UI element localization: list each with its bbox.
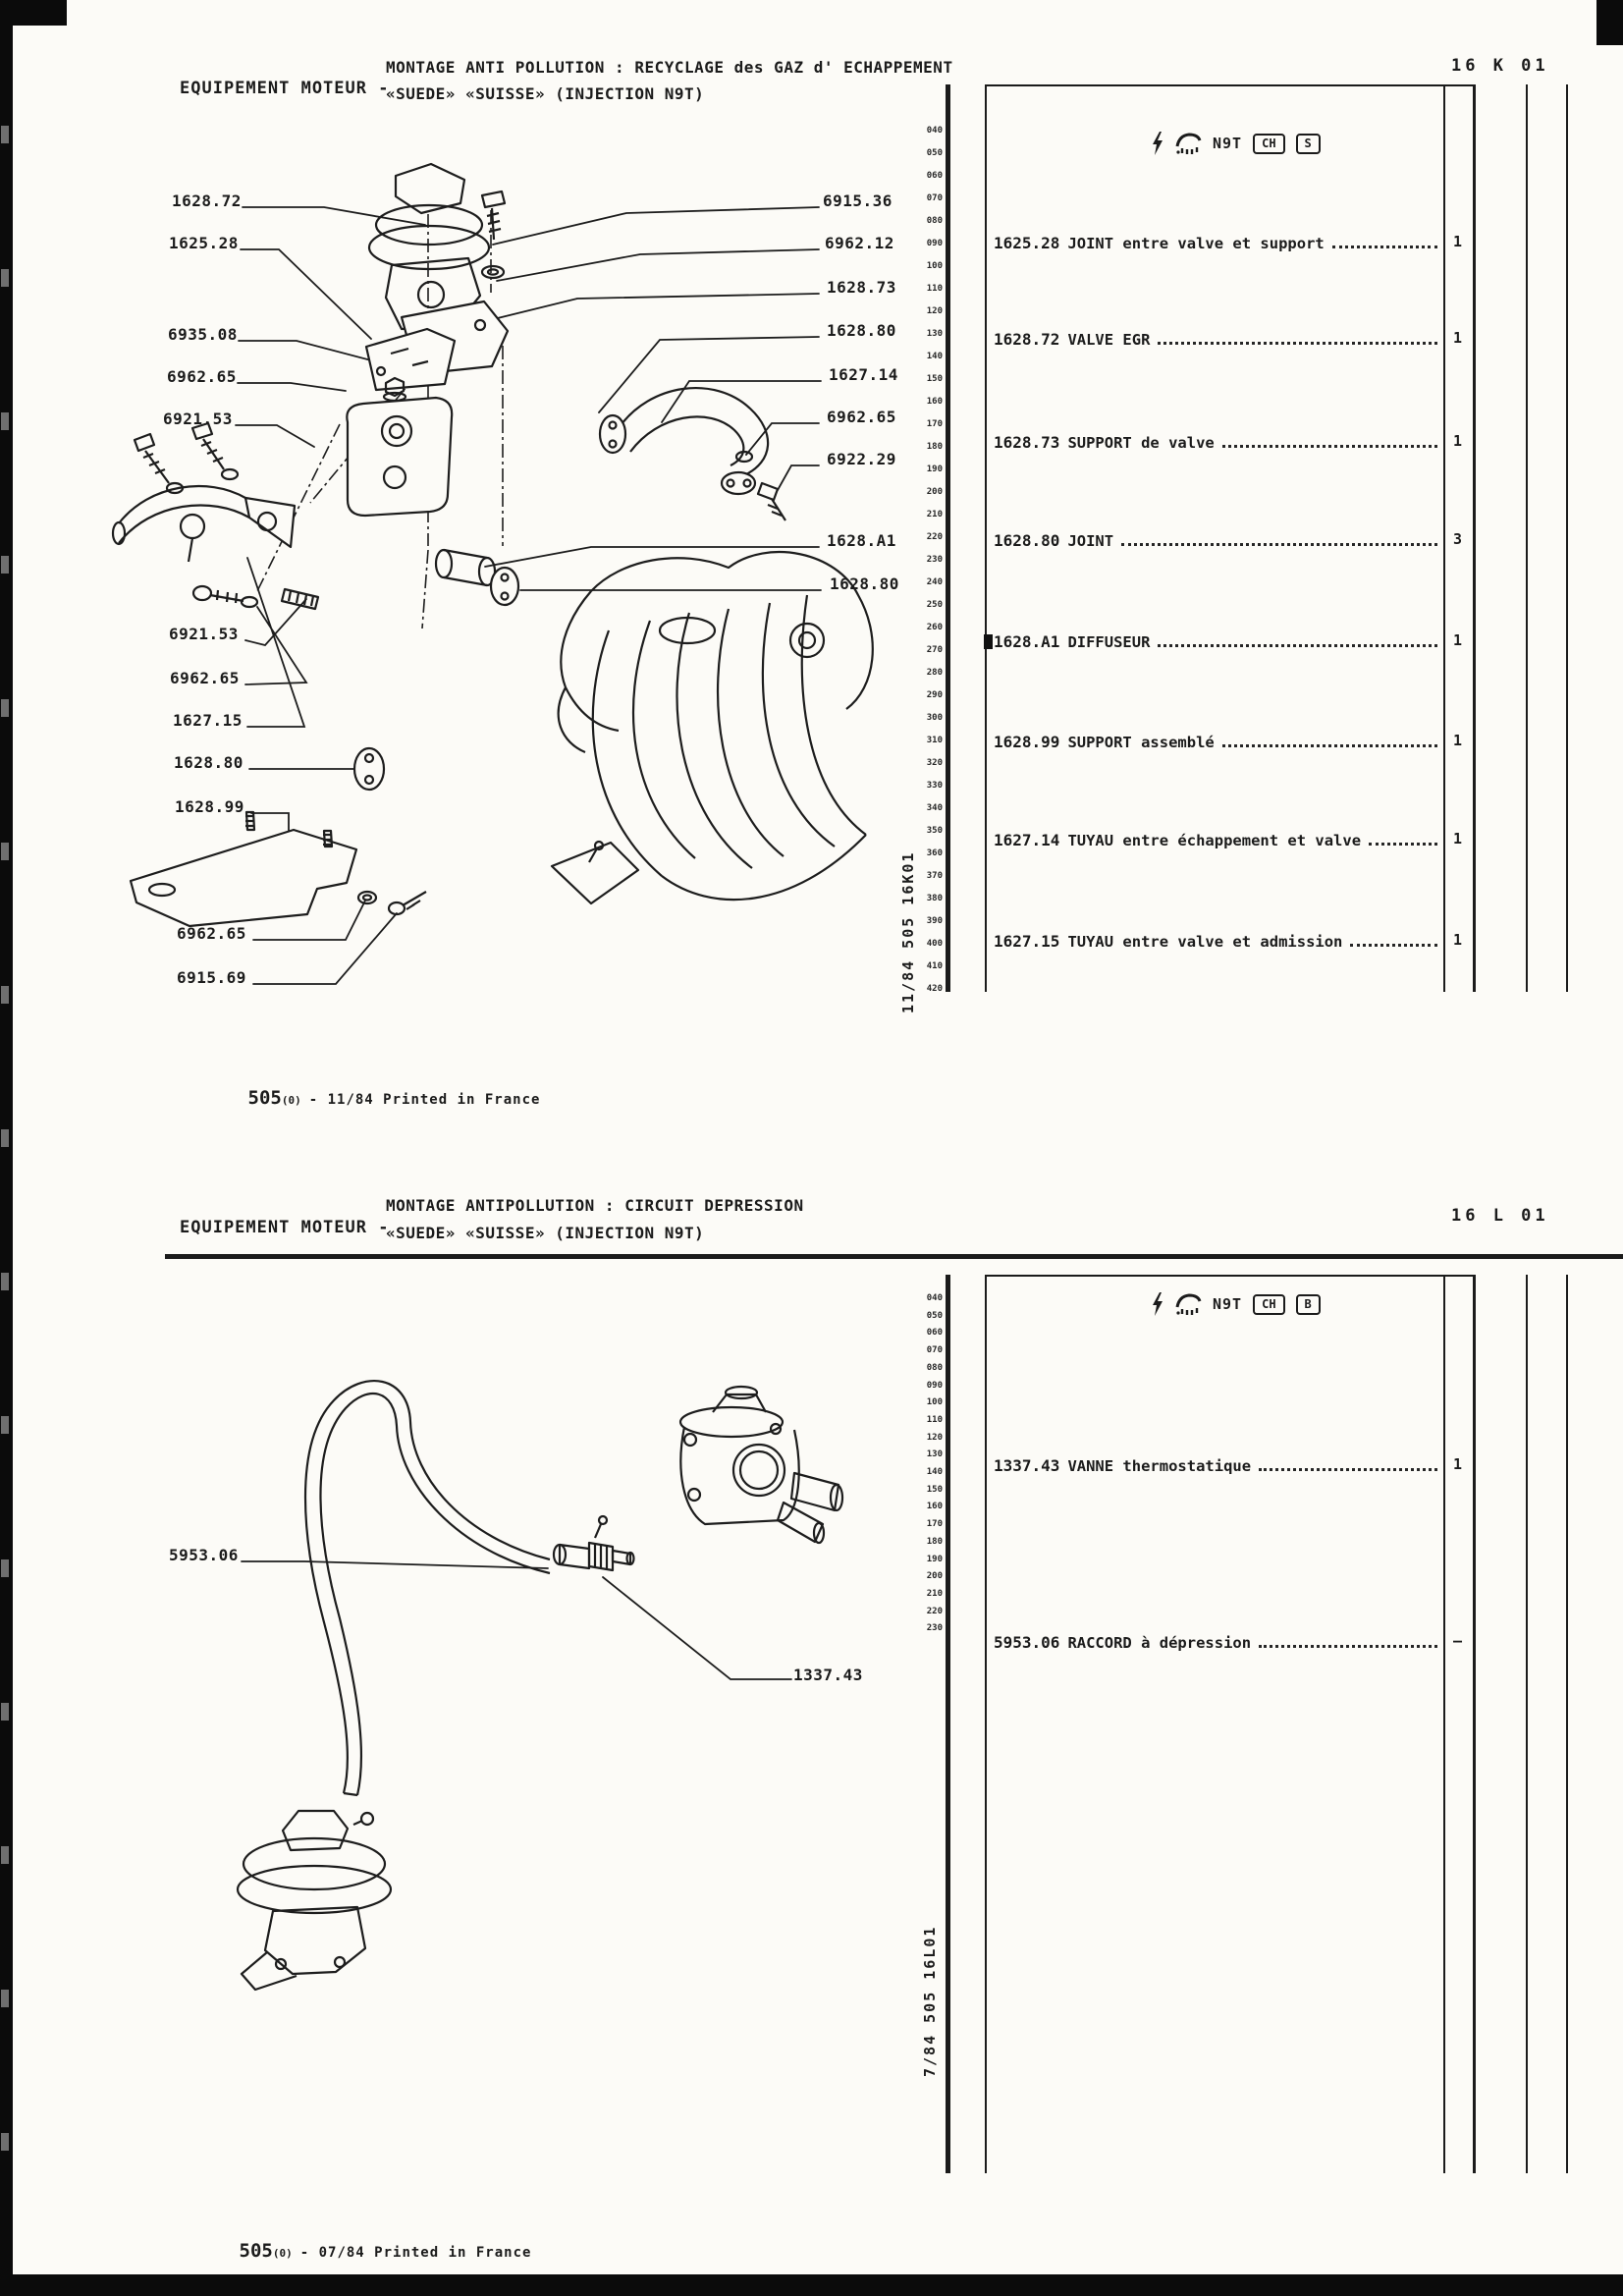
ruler-number: 140 <box>926 1467 943 1477</box>
film-reference: 11/84 505 16K01 <box>899 850 917 1013</box>
country-badge-ch: CH <box>1253 1294 1284 1315</box>
ruler-number: 140 <box>926 352 943 361</box>
scan-edge-left <box>0 0 13 2296</box>
part-reference: 1627.14 <box>994 831 1060 849</box>
part-label: 6922.29 <box>827 450 896 468</box>
part-reference: 1625.28 <box>994 234 1060 252</box>
part-quantity: 3 <box>1452 530 1463 548</box>
scan-edge-topleft <box>0 0 67 26</box>
part-label: 6962.65 <box>170 669 240 687</box>
dotted-leader <box>1332 246 1437 248</box>
part-quantity: 1 <box>1452 432 1463 450</box>
print-footer <box>210 1068 540 1127</box>
dotted-leader <box>1158 342 1437 345</box>
page-reference: 16 K 01 <box>1451 56 1549 76</box>
section-subtitle-1: MONTAGE ANTI POLLUTION : RECYCLAGE des GAZ d' ECHAPPEMENT <box>386 58 953 77</box>
ruler-number: 180 <box>926 1536 943 1547</box>
margin-rule <box>1526 1275 1528 2173</box>
ruler-number: 350 <box>926 826 943 836</box>
dotted-leader <box>1369 843 1437 846</box>
ruler-number: 230 <box>926 1623 943 1634</box>
dotted-leader <box>1350 944 1437 947</box>
row-marker <box>984 634 993 649</box>
part-label: 6935.08 <box>168 325 238 344</box>
engine-code: N9T <box>1213 135 1243 152</box>
part-description: SUPPORT assemblé <box>1067 734 1215 751</box>
part-reference: 1628.72 <box>994 330 1060 349</box>
part-label: 1628.80 <box>827 321 896 340</box>
ruler-number: 040 <box>926 126 943 136</box>
part-label: 6915.36 <box>823 191 893 210</box>
part-label: 1628.72 <box>172 191 242 210</box>
ruler-number: 400 <box>926 939 943 949</box>
ruler-number: 130 <box>926 1449 943 1460</box>
part-reference: 1627.15 <box>994 932 1060 951</box>
ruler-number: 070 <box>926 1345 943 1356</box>
ruler-number: 220 <box>926 532 943 542</box>
parts-table-row <box>994 728 1439 753</box>
qty-column-rule <box>1443 1275 1445 2173</box>
ruler-number: 300 <box>926 713 943 723</box>
ruler-number: 160 <box>926 397 943 407</box>
section-title-left: EQUIPEMENT MOTEUR - <box>180 79 390 98</box>
part-label: 6962.65 <box>827 408 896 426</box>
model-number: 505 <box>247 1087 282 1109</box>
ruler-number: 280 <box>926 668 943 678</box>
panel-border <box>1473 84 1476 992</box>
ruler-number: 130 <box>926 329 943 339</box>
ruler-number: 340 <box>926 803 943 813</box>
parts-table-row <box>994 1628 1439 1654</box>
parts-table-row <box>994 826 1439 851</box>
ruler-number: 190 <box>926 1554 943 1564</box>
model-variant: (0) <box>272 2247 293 2260</box>
dotted-leader <box>1121 543 1437 546</box>
dotted-leader <box>1158 644 1437 647</box>
part-description: TUYAU entre échappement et valve <box>1067 832 1362 849</box>
part-label: 1337.43 <box>793 1666 863 1684</box>
dotted-leader <box>1259 1645 1437 1648</box>
part-description: SUPPORT de valve <box>1067 434 1215 452</box>
part-reference: 1628.73 <box>994 433 1060 452</box>
ruler-number: 230 <box>926 555 943 565</box>
part-label: 5953.06 <box>169 1546 239 1564</box>
ruler-number: 270 <box>926 645 943 655</box>
lightning-icon <box>1151 132 1164 155</box>
parts-table-row <box>994 526 1439 552</box>
part-description: JOINT entre valve et support <box>1067 235 1325 252</box>
section-separator <box>165 1254 1623 1259</box>
part-reference: 1628.99 <box>994 733 1060 751</box>
engine-tag-row <box>1151 131 1321 156</box>
parts-table-row <box>994 229 1439 254</box>
part-label: 6962.12 <box>825 234 894 252</box>
panel-border <box>985 1275 1475 1277</box>
manifold-icon <box>1175 132 1202 155</box>
part-label: 6962.65 <box>167 367 237 386</box>
part-quantity: – <box>1452 1632 1463 1650</box>
panel-border <box>985 84 987 992</box>
ruler-number: 360 <box>926 848 943 858</box>
part-quantity: 1 <box>1452 233 1463 250</box>
part-label: 1627.14 <box>829 365 898 384</box>
part-label: 1627.15 <box>173 711 243 730</box>
film-strip-rule <box>946 84 950 992</box>
part-label: 1628.80 <box>830 574 899 593</box>
part-description: DIFFUSEUR <box>1067 633 1151 651</box>
margin-rule <box>1566 84 1568 992</box>
film-strip-rule <box>946 1275 950 2173</box>
part-label: 1628.73 <box>827 278 896 297</box>
ruler-number: 180 <box>926 442 943 452</box>
parts-table-row <box>994 325 1439 351</box>
parts-table-row <box>994 628 1439 653</box>
print-note: - 07/84 Printed in France <box>299 2245 532 2261</box>
ruler-number: 310 <box>926 736 943 745</box>
ruler-number: 100 <box>926 1397 943 1408</box>
ruler-number: 150 <box>926 374 943 384</box>
ruler-number: 040 <box>926 1293 943 1303</box>
scan-edge-topright <box>1596 0 1623 45</box>
ruler-number: 240 <box>926 577 943 587</box>
ruler-number: 260 <box>926 623 943 632</box>
margin-rule <box>1526 84 1528 992</box>
film-reference: 7/84 505 16L01 <box>921 1925 939 2077</box>
ruler-number: 380 <box>926 894 943 903</box>
part-quantity: 1 <box>1452 1455 1463 1473</box>
ruler-number: 050 <box>926 148 943 158</box>
ruler-number: 250 <box>926 600 943 610</box>
margin-rule <box>1566 1275 1568 2173</box>
ruler-number: 330 <box>926 781 943 791</box>
engine-tag-row <box>1151 1291 1321 1317</box>
section-subtitle-2: «SUEDE» «SUISSE» (INJECTION N9T) <box>386 84 705 103</box>
dotted-leader <box>1259 1468 1437 1471</box>
ruler-number: 150 <box>926 1484 943 1495</box>
ruler-number: 410 <box>926 961 943 971</box>
ruler-number: 420 <box>926 984 943 994</box>
ruler-number: 060 <box>926 1328 943 1339</box>
country-badge-b: B <box>1296 1294 1321 1315</box>
part-description: JOINT <box>1067 532 1114 550</box>
section-subtitle-2: «SUEDE» «SUISSE» (INJECTION N9T) <box>386 1224 705 1242</box>
part-label: 1625.28 <box>169 234 239 252</box>
ruler-number: 110 <box>926 1414 943 1425</box>
part-label: 1628.A1 <box>827 531 896 550</box>
ruler-number: 170 <box>926 419 943 429</box>
part-label: 6915.69 <box>177 968 246 987</box>
ruler-number: 210 <box>926 510 943 519</box>
ruler-number: 100 <box>926 261 943 271</box>
section-title-left: EQUIPEMENT MOTEUR - <box>180 1218 390 1237</box>
ruler-number: 220 <box>926 1606 943 1616</box>
section-subtitle-1: MONTAGE ANTIPOLLUTION : CIRCUIT DEPRESSION <box>386 1196 804 1215</box>
part-reference: 1628.80 <box>994 531 1060 550</box>
ruler-number: 200 <box>926 1571 943 1582</box>
ruler-number: 080 <box>926 1362 943 1373</box>
print-note: - 11/84 Printed in France <box>308 1092 541 1108</box>
part-description: VALVE EGR <box>1067 331 1151 349</box>
part-label: 1628.99 <box>175 797 244 816</box>
ruler-number: 070 <box>926 193 943 203</box>
panel-border <box>985 1275 987 2173</box>
parts-table-row <box>994 927 1439 953</box>
model-variant: (0) <box>281 1094 301 1107</box>
ruler-number: 190 <box>926 465 943 474</box>
model-number: 505 <box>239 2240 273 2262</box>
part-reference: 5953.06 <box>994 1633 1060 1652</box>
ruler-number: 080 <box>926 216 943 226</box>
part-reference: 1337.43 <box>994 1456 1060 1475</box>
parts-table-row <box>994 428 1439 454</box>
parts-table-row <box>994 1451 1439 1477</box>
part-shapes <box>238 1381 842 1990</box>
ruler-number: 120 <box>926 1432 943 1443</box>
part-label: 1628.80 <box>174 753 243 772</box>
ruler-number: 200 <box>926 487 943 497</box>
dotted-leader <box>1222 744 1437 747</box>
lightning-icon <box>1151 1292 1164 1316</box>
page-reference: 16 L 01 <box>1451 1206 1549 1226</box>
ruler-number: 290 <box>926 690 943 700</box>
ruler-number: 090 <box>926 1380 943 1391</box>
ruler-number: 170 <box>926 1519 943 1530</box>
country-badge-s: S <box>1296 134 1321 154</box>
part-quantity: 1 <box>1452 931 1463 949</box>
ruler-number: 060 <box>926 171 943 181</box>
ruler-number: 160 <box>926 1502 943 1512</box>
ruler-number: 110 <box>926 284 943 294</box>
part-description: TUYAU entre valve et admission <box>1067 933 1343 951</box>
part-quantity: 1 <box>1452 732 1463 749</box>
engine-code: N9T <box>1213 1295 1243 1313</box>
part-label: 6921.53 <box>163 410 233 428</box>
part-quantity: 1 <box>1452 830 1463 847</box>
part-label: 6962.65 <box>177 924 246 943</box>
ruler-number: 320 <box>926 758 943 768</box>
ruler-number: 390 <box>926 916 943 926</box>
dotted-leader <box>1222 445 1437 448</box>
part-quantity: 1 <box>1452 329 1463 347</box>
part-label: 6921.53 <box>169 625 239 643</box>
ruler-number: 050 <box>926 1310 943 1321</box>
panel-border <box>1473 1275 1476 2173</box>
ruler-number: 370 <box>926 871 943 881</box>
print-footer <box>201 2221 531 2280</box>
part-quantity: 1 <box>1452 631 1463 649</box>
country-badge-ch: CH <box>1253 134 1284 154</box>
part-reference: 1628.A1 <box>994 632 1060 651</box>
ruler-number: 120 <box>926 306 943 316</box>
ruler-number: 210 <box>926 1588 943 1599</box>
panel-border <box>985 84 1475 86</box>
part-description: VANNE thermostatique <box>1067 1457 1252 1475</box>
vacuum-circuit-diagram <box>147 1355 884 2043</box>
part-description: RACCORD à dépression <box>1067 1634 1252 1652</box>
manifold-icon <box>1175 1292 1202 1316</box>
ruler-number: 090 <box>926 239 943 248</box>
